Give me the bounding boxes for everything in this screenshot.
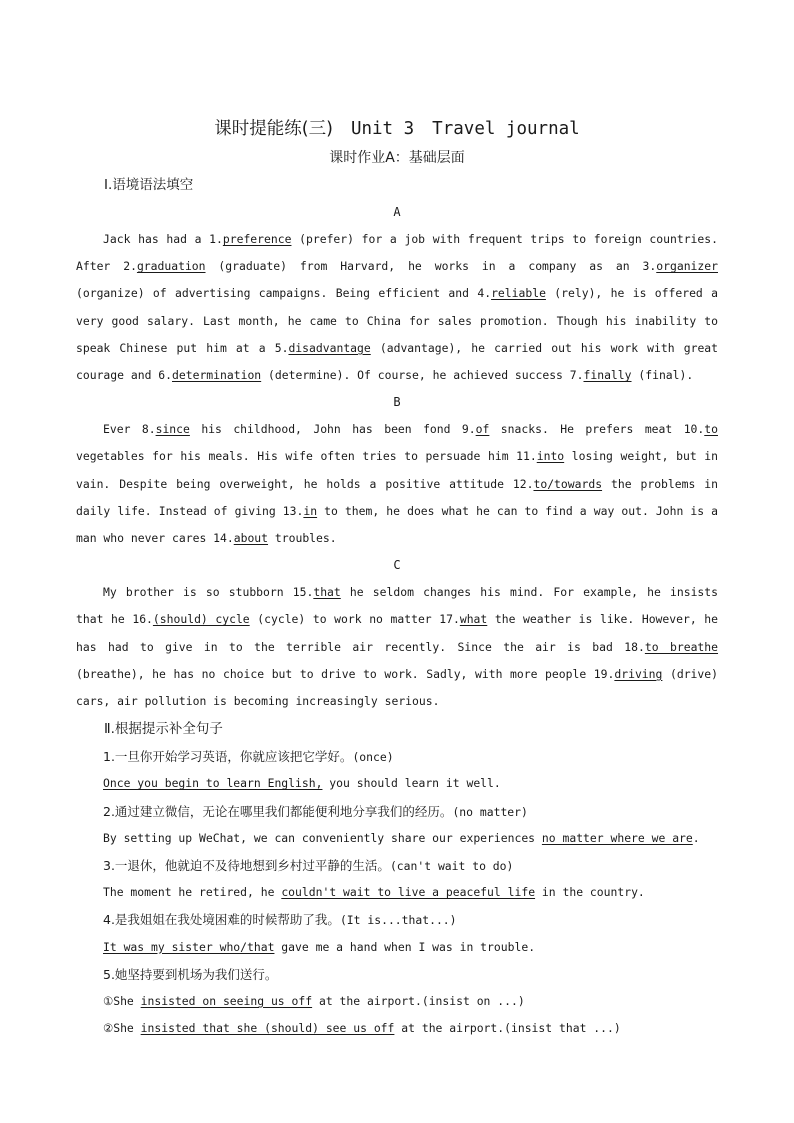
- answer-7: finally: [583, 368, 632, 383]
- question-2: 2.通过建立微信，无论在哪里我们都能便利地分享我们的经历。(no matter): [103, 803, 528, 819]
- answer-line-4: It was my sister who/that gave me a hand when I was in trouble.: [103, 939, 536, 954]
- passage-c: My brother is so stubborn 15.that he seldom changes his mind. For example, he insists that he 16.(should) cycle (cycle) to work no matter 17.what the weather is like. However, he has had to give in to the terrible air recently. Since the air is bad 18.to breathe (breathe), he has no choice but to drive to work. Sadly, with more people 19.driving (drive) cars, air pollution is becoming increasingly serious.: [76, 585, 719, 709]
- title-unit: Unit 3: [350, 119, 415, 139]
- answer-5: disadvantage: [288, 340, 371, 355]
- answer-line-1: Once you begin to learn English, you should learn it well.: [103, 776, 501, 791]
- question-5: 5.她坚持要到机场为我们送行。: [103, 966, 278, 982]
- answer-6: determination: [172, 368, 262, 383]
- passage-b-label: B: [393, 395, 401, 410]
- answer-line-5b: ②She insisted that she (should) see us off at the airport.(insist that ...): [103, 1021, 621, 1036]
- answer-line-2: By setting up WeChat, we can conveniently share our experiences no matter where we are.: [103, 830, 700, 845]
- question-3: 3.一退休，他就迫不及待地想到乡村过平静的生活。(can't wait to do): [103, 858, 514, 873]
- passage-a-label: A: [393, 205, 401, 219]
- question-4: 4.是我姐姐在我处境困难的时候帮助了我。(It is...that...): [103, 912, 457, 928]
- answer-10: to: [704, 422, 718, 437]
- answer-9: of: [475, 422, 490, 437]
- answer-14: about: [233, 531, 269, 546]
- title-topic: Travel journal: [432, 119, 580, 139]
- answer-16: (should) cycle: [152, 612, 250, 627]
- answer-11: into: [536, 449, 565, 464]
- passage-a: Jack has had a 1.preference (prefer) for a job with frequent trips to foreign countries. After 2.graduation (graduate) from Harvard, he works in a company as an 3.organizer (organize) of advertising campaigns. Being efficient and 4.reliable (rely), he is offered a very good salary. Last month, he came to China for sales promotion. Though his inability to speak Chinese put him at a 5.disadvantage (advantage), he carried out his work with great courage and 6.determination (determine). Of course, he achieved success 7.finally (final).: [76, 232, 719, 383]
- answer-17: what: [459, 612, 488, 627]
- page-title: [76, 114, 718, 144]
- page-subtitle: 课时作业A：基础层面: [329, 150, 465, 166]
- answer-line-5a: ①She insisted on seeing us off at the airport.(insist on ...): [103, 993, 525, 1008]
- answer-4: reliable: [491, 286, 546, 301]
- answer-15: that: [313, 585, 341, 600]
- answer-8: since: [155, 422, 190, 437]
- answer-1: preference: [222, 232, 292, 246]
- answer-13: in: [303, 503, 318, 518]
- title-main: 课时提能练(三): [214, 119, 333, 139]
- passage-b: Ever 8.since his childhood, John has been fond 9.of snacks. He prefers meat 10.to vegetables for his meals. His wife often tries to persuade him 11.into losing weight, but in vain. Despite being overweight, he holds a positive attitude 12.to/towards the problems in daily life. Instead of giving 13.in to them, he does what he can to find a way out. John is a man who never cares 14.about troubles.: [76, 422, 719, 546]
- answer-line-3: The moment he retired, he couldn't wait to live a peaceful life in the country.: [103, 885, 645, 900]
- answer-12: to/towards: [533, 476, 603, 491]
- passage-c-label: C: [393, 558, 401, 573]
- answer-19: driving: [614, 666, 663, 681]
- answer-2: graduation: [136, 259, 206, 274]
- question-1: 1.一旦你开始学习英语，你就应该把它学好。(once): [103, 749, 394, 765]
- worksheet-page: [76, 114, 718, 1042]
- answer-3: organizer: [656, 259, 718, 274]
- answer-18: to breathe: [644, 639, 719, 654]
- section-1-heading: Ⅰ.语境语法填空: [104, 177, 194, 193]
- section-2-heading: Ⅱ.根据提示补全句子: [104, 721, 223, 738]
